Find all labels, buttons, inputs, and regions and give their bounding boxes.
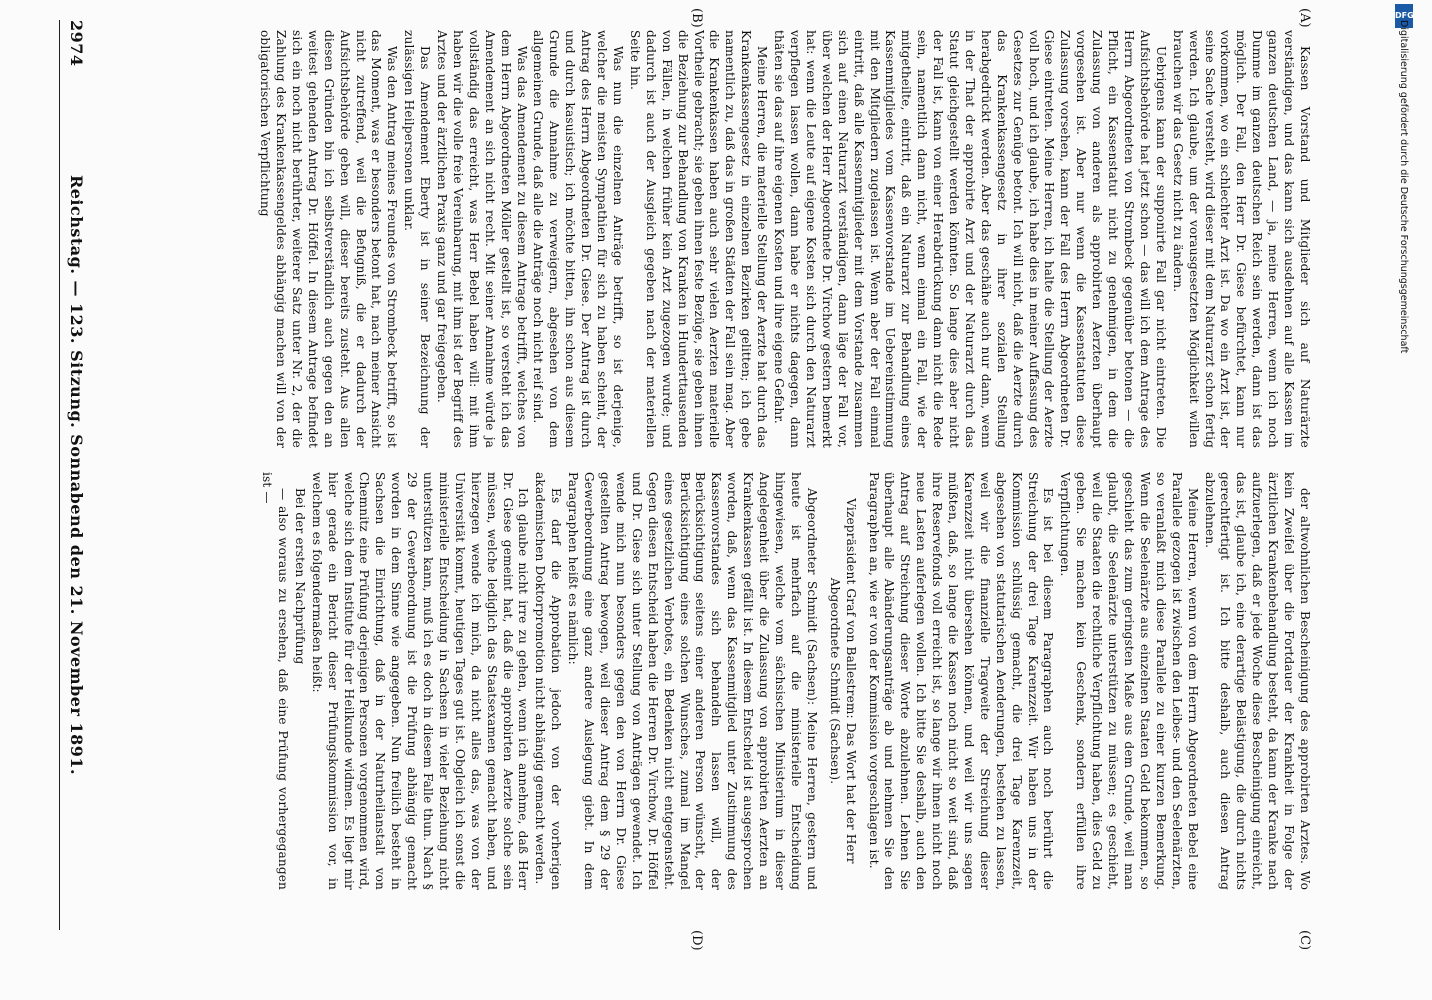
speaker-line: Vizepräsident Graf von Ballestrem: Das Wort hat der Herr Abgeordnete Schmidt (Sachsen). [827,498,858,864]
text-column-right [102,472,1312,890]
paragraph: Uebrigens kann der supponirte Fall gar nicht eintreten. Die Aufsichtsbehörde hat jetzt schon — das will ich dem Antrage des Herrn Abgeordneten von Strombeck gegenüber betonen — die Pflicht, ein Kassenstatut nicht zu genehmigen, in dem die Zulassung von anderen als approbirten Aerzten überhaupt vorgesehen ist. Aber nur wenn die Kassenstatuten diese Zulassung vorsehen, kann der Fall des Herrn Abgeordneten Dr. Giese eintreten. Meine Herren, ich halte die Stellung der Aerzte voll hoch, und ich glaube, ich habe dies in meiner Auffassung des Gesetzes zur Genüge betont. Ich will nicht, daß die Aerzte durch das Krankenkassengesetz in ihrer sozialen Stellung herabgedrückt werden. Aber das geschähe auch nur dann, wenn in der That der approbirte Arzt und der Naturarzt durch das Statut gleichgestellt werden könnten. So lange dies aber nicht der Fall ist, kann von einer Herabdrückung dann nicht die Rede sein, namentlich dann nicht, wenn einmal ein Fall, wie der mitgetheilte, eintritt, daß ein Naturarzt zur Behandlung eines Kassenmitgliedes vom Kassenvorstande im Uebereinstimmung mit den Mitgliedern zugelassen ist. Wenn aber der Fall einmal eintritt, daß alle Kassenmitglieder mit dem Vorstande zusammen sich auf einen Naturarzt verständigen, dann läge der Fall vor, über welchen der Herr Abgeordnete Dr. Virchow gestern bemerkt hat: wenn die Leute auf eigene Kosten sich durch den Naturarzt verpflegen lassen wollen, dann habe er nichts dagegen, dann thäten sie das auf ihre eigenen Kosten und ihre eigene Gefahr. [772,30,1168,448]
text-column-left [102,30,1312,448]
dfg-logo: DFG [1395,4,1413,28]
paragraph: Das Amendement Eberty ist in seiner Bezeichnung der zulässigen Heilpersonen unklar. [402,30,433,448]
paragraph: Was das Amendement zu diesem Antrage betrifft, welches von dem Herrn Abgeordneten Möller gestellt ist, so versteht ich das Amendement an sich nicht recht. Mit seiner Annahme würde ja vollständig das erreicht, was Herr Bebel haben will: mit ihm haben wir die volle freie Vereinbarung, mit ihm ist der Begriff des Arztes und der ärztlichen Praxis ganz und gar freigegeben. [435,30,529,448]
paragraph: Was nun die einzelnen Anträge betrifft, so ist derjenige, welcher die meisten Sympathien für sich zu haben scheint, der Antrag des Herrn Abgeordneten Dr. Giese. Der Antrag ist durch und durch kasuistisch; ich möchte bitten, ihn schon aus diesem Grunde die Annahme zu verweigern, abgesehen von dem allgemeinen Grunde, daß alle die Anträge noch nicht reif sind. [531,30,626,448]
paragraph: Es ist bei diesem Paragraphen auch noch berührt die Streichung der drei Tage Karenzzeit. Wir haben uns in der Kommission schlüssig gemacht, die drei Tage Karenzzeit, abgesehen von statutarischen Aenderungen, bestehen zu lassen, weil wir die finanzielle Tragweite der Streichung dieser Karenzzeit nicht übersehen können, und weil wir uns sagen müßten, daß, so lange die Kassen noch nicht so weit sind, daß ihre Reservefonds voll erreicht ist, so lange wir ihnen nicht noch neue Lasten auferlegen wollen. Ich bitte Sie deshalb, auch den Antrag auf Streichung dieser Worte abzulehnen. Lehnen Sie überhaupt alle Abänderungsanträge ab und nehmen Sie den Paragraphen an, wie er von der Kommission vorgeschlagen ist. [866,472,1056,890]
section-marker-b: (B) [689,8,704,28]
paragraph: Was den Antrag meines Freundes von Strombeck betrifft, so ist das Moment, was er besonders betont hat, nach meiner Ansicht nicht zutreffend, weil die Befugniß, die er dadurch der Aufsichtsbehörde geben will, dieser bereits zusteht. Aus allen diesen Gründen bin ich selbstverständlich auch gegen den an weitest gehenden Antrag Dr. Höffel. In diesem Antrage befindet sich ein noch nicht berührter, weiterer Satz unter Nr. 2, der die Zahlung des Krankenkassengeldes abhängig machen will von der obligatorischen Verpflichtung [258,30,400,448]
credit-text: Digitalisierung gefördert durch die Deutsche Forschungsgemeinschaft [1398,20,1409,354]
session-title: Reichstag. — 123. Sitzung. Sonnabend den 21. November 1891. [67,174,86,776]
paragraph: Meine Herren, wenn von dem Herrn Abgeordneten Bebel eine Parallele gezogen ist zwischen den Leibes- und den Seelenärzten, so veranlaßt mich diese Parallele zu einer kurzen Bemerkung. Wenn die Seelenärzte aus einzelnen Staaten Geld bekommen, so geschieht das zum geringsten Maße aus dem Grunde, weil man glaubt, die Seelenärzte unterstützen zu müssen; es geschieht, weil die Staaten die rechtliche Verpflichtung haben, dies Geld zu geben. Sie machen kein Geschenk, sondern erfüllen ihre Verpflichtungen. [1058,472,1200,890]
paragraph: Bei der ersten Nachprüfung [292,488,307,665]
quoted-paragraph: Es darf die Approbation jedoch von der vorherigen akademischen Doktorpromotion nicht abhängig gemacht werden. [533,472,564,890]
page-number: 2974 [67,20,86,67]
paragraph: — also woraus zu ersehen, daß eine Prüfung vorhergegangen ist — [260,472,290,890]
section-marker-c: (C) [1297,930,1312,951]
digitization-credit [1395,10,1411,990]
section-marker-a: (A) [1297,8,1312,28]
paragraph: Ich glaube nicht irre zu gehen, wenn ich annehme, daß Herr Dr. Giese gemeint hat, daß die approbirten Aerzte solche sein müssen, welche lediglich das Staatsexamen gemacht haben, und hierzegen wende ich mich, da nicht alles das, was von der Universität kommt, heutigen Tages gut ist. Obgleich ich sonst die ministerielle Entscheidung in Sachsen in vieler Beziehung nicht unterstützen kann, muß ich es doch in diesem Falle thun. Nach § 29 der Gewerbeordnung ist die Prüfung abhängig gemacht worden in dem Sinne wie angegeben. Nun freilich besteht in Sachsen die Einrichtung, daß in der Naturheilanstalt von Chemnitz eine Prüfung derjenigen Personen vorgenommen wird, welche sich dem Institute für der Heilkunde widmen. Es liegt mir hier gerade ein Bericht dieser Prüfungskommission vor, in welchem es folgendermaßen heißt: [309,472,531,890]
paragraph: Meine Herren, die materielle Stellung der Aerzte hat durch das Krankenkassengesetz in einzelnen Bezirken gelitten; ich gebe namentlich zu, daß das in großen Städten der Fall sein mag. Aber die Krankenkassen haben auch sehr vielen Aerzten materielle Vortheile gebracht; sie geben ihnen feste Bezüge, sie geben ihnen die Beziehung zur Behandlung von Kranken in Hunderttausenden von Fällen, in welchen früher kein Arzt zugezogen wurde; und dadurch ist auch der Ausgleich gegeben nach der materiellen Seite hin. [627,30,770,448]
running-header [59,20,90,930]
paragraph: Abgeordneter Schmidt (Sachsen): Meine Herren, gestern und heute ist mehrfach auf die ministerielle Entscheidung hingewiesen, welche vom sächsischen Ministerium in dieser Angelegenheit über die Zulassung von approbirten Aerzten an Krankenkassen gefällt ist. In diesem Entscheid ist ausgesprochen worden, daß, wenn das Kassenmitglied unter Zustimmung des Kassenvorstandes sich behandeln lassen will, der Berücksichtigung seitens einer anderen Person wünscht, der Berücksichtigung eines solchen Wunsches, zumal im Mangel eines gesetzlichen Verbotes, ein Bedenken nicht entgegensteht. Gegen diesen Entscheid haben die Herren Dr. Virchow, Dr. Höffel und Dr. Giese sich unter Stellung von Anträgen gewendet. Ich wende mich nun besonders gegen den von Herrn Dr. Giese gestellten Antrag bewogen, weil dieser Antrag dem § 29 der Gewerbeordnung eine ganz andere Auslegung giebt. In dem Paragraphen heißt es nämlich: [566,472,819,890]
paragraph: Kassen Vorstand und Mitglieder sich auf Naturärzte verständigen, und das kann sich ausdehnen auf alle Kassen im ganzen deutschen Land, — ja, meine Herren, wenn ich noch Dumme im ganzen deutschen Reich sein werden, dann ist das möglich. Der Fall, den Herr Dr. Giese befürchtet, kann nur vorkommen, wo ein schlechter Arzt ist. Da wo ein Arzt ist, der seine Sache versteht, wird dieser mit dem Naturarzt schon fertig werden. Ich glaube, um der vorausgesetzten Möglichkeit willen brauchen wir das Gesetz nicht zu ändern. [1170,30,1312,448]
section-marker-d: (D) [689,930,704,951]
paragraph: der altwohnlichen Bescheinigung des approbirten Arztes. Wo kein Zweifel über die Fortdauer der Krankheit in Folge der ärztlichen Krankenbehandlung besteht, da kann der Kranke nach aufzuerlegen, daß er jede Woche diese Bescheinigung einreicht, das ist, glaube ich, eine derartige Belästigung, die durch nichts gerechtfertigt ist. Ich bitte deshalb, auch diesen Antrag abzulehnen. [1202,472,1312,890]
